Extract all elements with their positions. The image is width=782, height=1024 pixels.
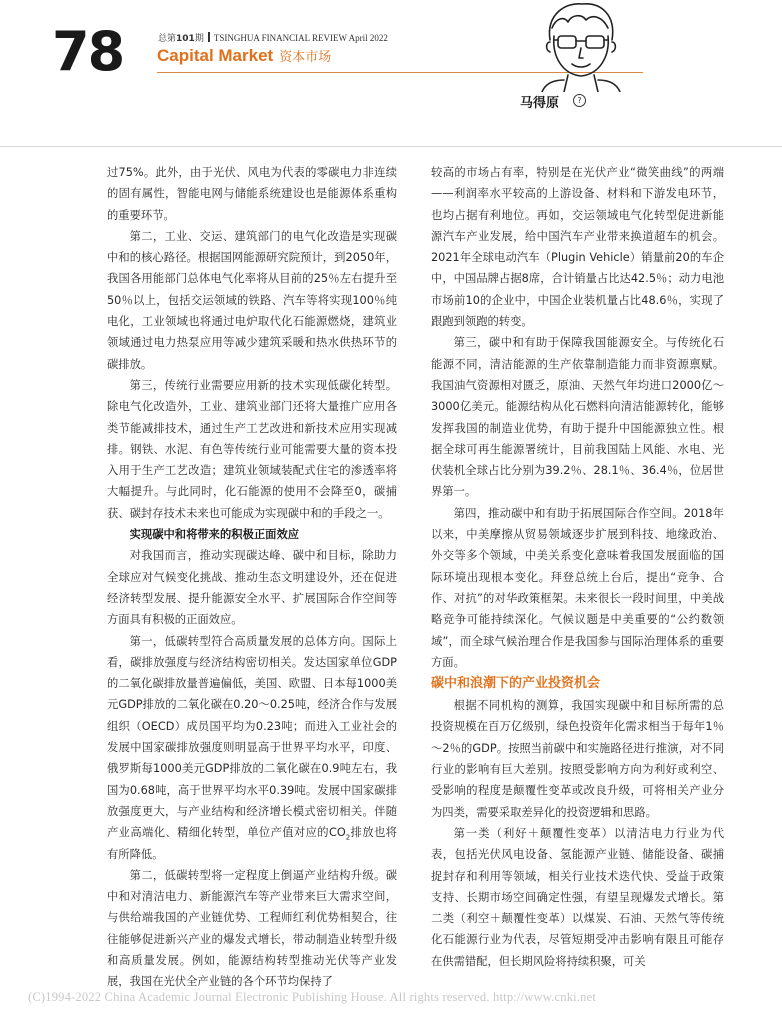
subheading: 实现碳中和将带来的积极正面效应	[129, 528, 300, 542]
section-title	[157, 46, 331, 66]
copyright-footer: (C)1994-2022 China Academic Journal Electronic Publishing House. All rights reserved. http://www.cnki.net	[28, 990, 597, 1004]
left-column	[107, 162, 397, 993]
paragraph: 第一类（利好＋颠覆性变革）以清洁电力行业为代表，包括光伏风电设备、氢能源产业链、储能设备、碳捕捉封存和利用等领域，相关行业技术迭代快、受益于政策支持、长期市场空间确定性强，有望呈现爆发式增长。第二类（利空＋颠覆性变革）以煤炭、石油、天然气等传统化石能源行业为代表，尽管短期受冲击影响有限且可能存在供需错配，但长期风险将持续积聚，可关	[431, 826, 724, 968]
journal-title: TSINGHUA FINANCIAL REVIEW April 2022	[213, 33, 388, 43]
paragraph	[107, 631, 397, 865]
right-column	[431, 162, 724, 972]
author-info-icon: ?	[573, 94, 586, 107]
paragraph: 第二，工业、交运、建筑部门的电气化改造是实现碳中和的核心路径。根据国网能源研究院预计，到2050年，我国各用能部门总体电气化率将从目前的25％左右提升至50％以上，包括交运领域的铁路、汽车等将实现100％纯电化，工业领域也将通过电炉取代化石能源燃烧，建筑业领域通过电力热泵应用等减少建筑采暖和热水供热环节的碳排放。	[107, 229, 397, 371]
paragraph: 第四，推动碳中和有助于拓展国际合作空间。2018年以来，中美摩擦从贸易领域逐步扩展到科技、地缘政治、外交等多个领域，中美关系变化意味着我国发展面临的国际环境出现根本变化。拜登总统上台后，提出“竞争、合作、对抗”的对华政策框架。未来很长一段时间里，中美战略竞争可能持续深化。气候议题是中美重要的“公约数领域”，而全球气候治理合作是我国参与国际治理体系的重要方面。	[431, 506, 724, 669]
issue-label: 总第101期	[158, 34, 204, 44]
section-title-en: Capital Market	[157, 46, 274, 65]
paragraph-text: 第一，低碳转型符合高质量发展的总体方向。国际上看，碳排放强度与经济结构密切相关。发达国家单位GDP的二氧化碳排放量普遍偏低，美国、欧盟、日本每1000美元GDP排放的二氧化碳在0.20～0.25吨，经济合作与发展组织（OECD）成员国平均为0.23吨；而进入工业社会的发展中国家碳排放强度则明显高于世界平均水平，印度、俄罗斯每1000美元GDP排放的二氧化碳在0.9吨左右，我国为0.68吨，高于世界平均水平0.39吨。发展中国家碳排放强度更大，与产业结构和经济增长模式密切相关。伴随产业高端化、精细化转型，单位产值对应的CO	[107, 634, 397, 840]
paragraph: 过75%。此外，由于光伏、风电为代表的零碳电力非连续的固有属性，智能电网与储能系统建设也是能源体系重构的重要环节。	[107, 166, 397, 222]
paragraph-text-tail: 排放也将有所降低。	[107, 826, 397, 861]
paragraph: 根据不同机构的测算，我国实现碳中和目标所需的总投资规模在百万亿级别，绿色投资年化需求相当于每年1％～2％的GDP。按照当前碳中和实施路径进行推演，对不同行业的影响有巨大差别。按照受影响方向为利好或利空、受影响的程度是颠覆性变革或改良升级，可将相关产业分为四类，需要采取差异化的投资逻辑和思路。	[431, 699, 724, 819]
paragraph: 第三，碳中和有助于保障我国能源安全。与传统化石能源不同，清洁能源的生产依靠制造能力而非资源禀赋。我国油气资源相对匮乏，原油、天然气年均进口2000亿～3000亿美元。能源结构从化石燃料向清洁能源转化，能够发挥我国的制造业优势，有助于提升中国能源独立性。根据全球可再生能源署统计，目前我国陆上风能、水电、光伏装机全球占比分别为39.2％、28.1％、36.4％，位居世界第一。	[431, 336, 724, 499]
author-name: 马得原	[520, 96, 560, 111]
paragraph: 第三，传统行业需要应用新的技术实现低碳化转型。除电气化改造外，工业、建筑业部门还将大量推广应用各类节能减排技术，通过生产工艺改进和新技术应用实现减排。钢铁、水泥、有色等传统行业可能需要大量的资本投入用于生产工艺改造；建筑业领域装配式住宅的渗透率将大幅提升。与此同时，化石能源的使用不会降至0，碳捕获、碳封存技术未来也可能成为实现碳中和的手段之一。	[107, 378, 397, 520]
header-divider	[0, 146, 782, 147]
masthead	[158, 31, 388, 44]
masthead-divider	[208, 32, 210, 42]
author-portrait-illustration	[512, 0, 647, 92]
co2-subscript: 2	[345, 833, 351, 842]
section-heading: 碳中和浪潮下的产业投资机会	[431, 676, 601, 692]
paragraph: 较高的市场占有率，特别是在光伏产业“微笑曲线”的两端——利润率水平较高的上游设备、材料和下游发电环节，也均占据有利地位。再如，交运领域电气化转型促进新能源汽车产业发展，给中国汽车产业带来换道超车的机会。2021年全球电动汽车（Plugin Vehicle）销量前20的车企中，中国品牌占据8席，合计销量占比达42.5％；动力电池市场前10的企业中，中国企业装机量占比48.6％，实现了跟跑到领跑的转变。	[431, 166, 724, 329]
paragraph: 对我国而言，推动实现碳达峰、碳中和目标，除助力全球应对气候变化挑战、推动生态文明建设外，还在促进经济转型发展、提升能源安全水平、扩展国际合作空间等方面具有积极的正面效应。	[107, 549, 397, 627]
page-number: 78	[52, 20, 124, 83]
paragraph: 第二，低碳转型将一定程度上倒逼产业结构升级。碳中和对清洁电力、新能源汽车等产业带来巨大需求空间，与供给端我国的产业链优势、工程师红利优势相契合，往往能够促进新兴产业的爆发式增长，带动制造业转型升级和高质量发展。例如，能源结构转型推动光伏等产业发展，我国在光伏全产业链的各个环节均保持了	[107, 868, 397, 989]
section-title-cn: 资本市场	[279, 49, 332, 64]
